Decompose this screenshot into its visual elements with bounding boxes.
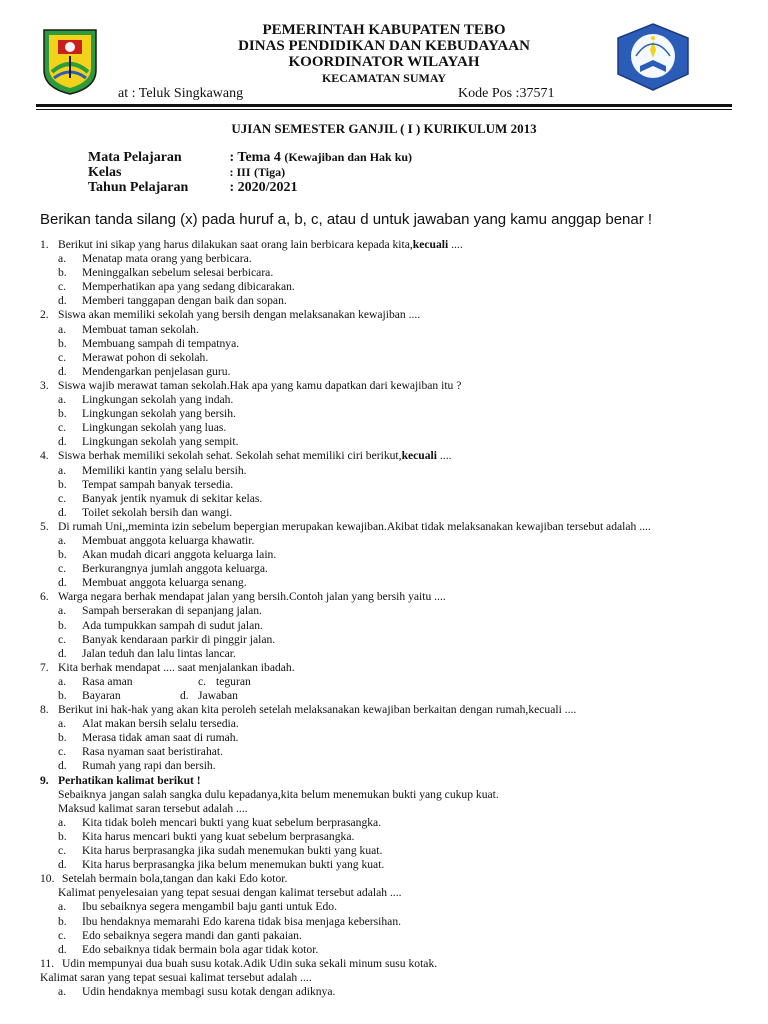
option-row: [0, 365, 768, 379]
question-list: [0, 238, 768, 999]
option-text: Edo sebaiknya segera mandi dan ganti pakaian.: [82, 928, 302, 942]
option-letter: d.: [180, 689, 189, 702]
question-text-main: Siswa berhak memiliki sekolah sehat. Sekolah sehat memiliki ciri berikut,: [58, 449, 402, 463]
option-text: Memberi tanggapan dengan baik dan sopan.: [82, 294, 287, 308]
info-extra-subject: (Kewajiban dan Hak ku): [284, 150, 413, 164]
info-extra-class: (Tiga): [254, 165, 286, 179]
option-row: [0, 731, 768, 745]
option-text: Membuat taman sekolah.: [82, 322, 199, 336]
info-year-row: [88, 180, 298, 196]
option-row: [0, 830, 768, 844]
question-text: [58, 590, 446, 604]
option-letter: c.: [58, 632, 67, 646]
option-letter: b.: [58, 407, 67, 421]
header-department: DINAS PENDIDIKAN DAN KEBUDAYAAN: [238, 38, 530, 54]
option-row: [0, 323, 768, 337]
option-letter: c.: [58, 844, 67, 858]
option-letter: d.: [58, 505, 67, 519]
question-text: [58, 449, 452, 463]
option-row: [0, 464, 768, 478]
option-text: Edo sebaiknya tidak bermain bola agar tidak kotor.: [82, 942, 319, 956]
question-number: 3.: [40, 378, 49, 392]
tut-wuri-handayani-logo: [612, 22, 694, 92]
question-number: 10.: [40, 872, 55, 886]
question-text-main: Di rumah Uni,,meminta izin sebelum bepergian merupakan kewajiban.Akibat tidak melaksanakan kewajiban tersebut adalah ....: [58, 519, 651, 533]
option-text: Membuang sampah di tempatnya.: [82, 336, 240, 350]
option-row: [0, 844, 768, 858]
question-stem: [0, 308, 768, 322]
option-letter: b.: [58, 829, 67, 843]
option-row: [0, 337, 768, 351]
option-text: Ibu sebaiknya segera mengambil baju ganti untuk Edo.: [82, 900, 337, 914]
question-text-main: Udin mempunyai dua buah susu kotak.Adik Udin suka sekali minum susu kotak.: [62, 956, 438, 970]
option-letter: b.: [58, 548, 67, 562]
option-row: [0, 900, 768, 914]
option-row: [0, 633, 768, 647]
option-text: Sampah berserakan di sepanjang jalan.: [82, 604, 262, 618]
option-text: Akan mudah dicari anggota keluarga lain.: [82, 548, 277, 562]
option-row: [0, 407, 768, 421]
question-number: 5.: [40, 519, 49, 533]
question-stem: [0, 590, 768, 604]
question-text: [58, 703, 576, 717]
option-letter: d.: [58, 294, 67, 308]
question-number: 7.: [40, 660, 49, 674]
address-left: at : Teluk Singkawang: [118, 86, 244, 101]
option-row: [0, 435, 768, 449]
option-letter: d.: [58, 646, 67, 660]
option-row: [0, 915, 768, 929]
option-letter: c.: [58, 350, 67, 364]
option-text: Ibu hendaknya memarahi Edo karena tidak bisa menjaga kebersihan.: [82, 914, 402, 928]
option-letter: a.: [58, 252, 67, 266]
question-sub-text: Maksud kalimat saran tersebut adalah ....: [58, 801, 248, 815]
option-text: Membuat anggota keluarga khawatir.: [82, 533, 255, 547]
option-row: [0, 745, 768, 759]
option-row: [0, 421, 768, 435]
option-row: [0, 548, 768, 562]
question-sub-text: Sebaiknya jangan salah sangka dulu kepadanya,kita belum menemukan bukti yang cukup kuat.: [58, 787, 499, 801]
option-text: Jawaban: [198, 689, 238, 702]
option-text: Toilet sekolah bersih dan wangi.: [82, 505, 233, 519]
question-stem: [0, 661, 768, 675]
question-text-main: Berikut ini hak-hak yang akan kita peroleh setelah melaksanakan kewajiban berkaitan dengan rumah,kecuali ....: [58, 703, 577, 717]
option-text: Lingkungan sekolah yang bersih.: [82, 407, 236, 421]
option-text: Kita harus berprasangka jika belum menemukan bukti yang kuat.: [82, 858, 385, 872]
option-text: Banyak jentik nyamuk di sekitar kelas.: [82, 491, 263, 505]
question-sub-line: [0, 886, 768, 900]
option-text: Merasa tidak aman saat di rumah.: [82, 731, 239, 745]
question-title: Perhatikan kalimat berikut !: [58, 773, 201, 787]
option-letter: b.: [58, 618, 67, 632]
option-row: [0, 985, 768, 999]
question-number: 11.: [40, 956, 55, 970]
question-text: [62, 957, 437, 971]
option-row: [0, 294, 768, 308]
info-value-year: : 2020/2021: [229, 180, 298, 195]
option-row: [0, 280, 768, 294]
question-stem: [0, 703, 768, 717]
option-text: Ada tumpukkan sampah di sudut jalan.: [82, 618, 263, 632]
question-text: [58, 661, 295, 675]
option-row: [0, 604, 768, 618]
question-text-main: Siswa akan memiliki sekolah yang bersih dengan melaksanakan kewajiban ....: [58, 308, 421, 322]
option-text: Alat makan bersih selalu tersedia.: [82, 717, 239, 731]
question-stem: [0, 238, 768, 252]
option-letter: d.: [58, 858, 67, 872]
option-row: [0, 393, 768, 407]
info-label-year: Tahun Pelajaran: [88, 180, 189, 195]
question-number: 1.: [40, 238, 49, 251]
option-row: [0, 506, 768, 520]
question-text: [58, 308, 420, 322]
option-row: [0, 929, 768, 943]
option-letter: a.: [58, 674, 67, 688]
question-ellipsis: ....: [448, 238, 463, 251]
question-text: [58, 238, 463, 252]
option-row: [0, 492, 768, 506]
option-text: Lingkungan sekolah yang luas.: [82, 421, 227, 435]
option-text: teguran: [216, 674, 251, 688]
option-letter: a.: [58, 393, 67, 407]
option-letter: c.: [58, 280, 67, 294]
header-coordinator: KOORDINATOR WILAYAH: [288, 54, 480, 70]
option-letter: a.: [58, 533, 67, 547]
question-text: [62, 872, 287, 886]
option-row: [0, 675, 768, 689]
option-letter: b.: [58, 266, 67, 280]
question-text-main: Berikut ini sikap yang harus dilakukan saat orang lain berbicara kepada kita,: [58, 238, 413, 251]
question-stem: [0, 379, 768, 393]
option-text: Memiliki kantin yang selalu bersih.: [82, 463, 247, 477]
option-row: [0, 562, 768, 576]
question-sub-text: Kalimat penyelesaian yang tepat sesuai dengan kalimat tersebut adalah ....: [58, 886, 402, 900]
option-letter: a.: [58, 604, 67, 618]
option-text: Menatap mata orang yang berbicara.: [82, 252, 252, 266]
question-stem: [0, 957, 768, 971]
option-letter: d.: [58, 576, 67, 590]
question-sub-line: [0, 788, 768, 802]
option-row: [0, 858, 768, 872]
option-text: Memperhatikan apa yang sedang dibicarakan.: [82, 280, 295, 294]
question-text: [58, 520, 651, 534]
option-text: Banyak kendaraan parkir di pinggir jalan.: [82, 632, 276, 646]
option-letter: b.: [58, 689, 67, 702]
option-letter: b.: [58, 477, 67, 491]
option-letter: a.: [58, 984, 67, 998]
option-letter: c.: [58, 491, 67, 505]
option-letter: c.: [198, 674, 207, 688]
option-letter: a.: [58, 463, 67, 477]
question-text-main: Siswa wajib merawat taman sekolah.Hak apa yang kamu dapatkan dari kewajiban itu ?: [58, 378, 462, 392]
option-text: Mendengarkan penjelasan guru.: [82, 364, 231, 378]
option-text: Tempat sampah banyak tersedia.: [82, 477, 234, 491]
question-sub-text: Kalimat saran yang tepat sesuai kalimat tersebut adalah ....: [40, 970, 312, 984]
option-text: Berkurangnya jumlah anggota keluarga.: [82, 562, 268, 576]
option-text: Rumah yang rapi dan bersih.: [82, 759, 216, 773]
option-letter: c.: [58, 562, 67, 576]
question-emphasis: kecuali: [412, 238, 449, 251]
option-letter: c.: [58, 745, 67, 759]
option-text: Bayaran: [82, 689, 121, 702]
info-value-subject: : Tema 4: [229, 150, 281, 165]
option-text: Kita harus mencari bukti yang kuat sebelum berprasangka.: [82, 829, 355, 843]
question-stem: [0, 872, 768, 886]
question-text-main: Kita berhak mendapat .... saat menjalankan ibadah.: [58, 660, 295, 674]
option-row: [0, 717, 768, 731]
option-row: [0, 351, 768, 365]
option-row: [0, 689, 768, 703]
option-text: Kita harus berprasangka jika sudah menemukan bukti yang kuat.: [82, 844, 383, 858]
question-number: 9.: [40, 773, 49, 787]
option-letter: a.: [58, 717, 67, 731]
option-letter: b.: [58, 731, 67, 745]
option-row: [0, 576, 768, 590]
info-class-row: [88, 165, 285, 181]
option-letter: d.: [58, 759, 67, 773]
option-row: [0, 943, 768, 957]
question-number: 2.: [40, 308, 49, 322]
question-emphasis: kecuali: [401, 449, 437, 463]
info-label-subject: Mata Pelajaran: [88, 150, 182, 165]
option-letter: a.: [58, 322, 67, 336]
question-text-main: Warga negara berhak mendapat jalan yang bersih.Contoh jalan yang bersih yaitu ....: [58, 590, 446, 604]
question-stem: [0, 774, 768, 788]
option-letter: a.: [58, 900, 67, 914]
exam-title: UJIAN SEMESTER GANJIL ( I ) KURIKULUM 2013: [231, 121, 537, 136]
option-row: [0, 534, 768, 548]
header-district: KECAMATAN SUMAY: [321, 71, 447, 85]
question-number: 4.: [40, 449, 49, 463]
option-letter: b.: [58, 336, 67, 350]
option-row: [0, 816, 768, 830]
option-row: [0, 266, 768, 280]
question-text: [58, 379, 461, 393]
header-divider-thick: [36, 104, 732, 107]
option-text: Meninggalkan sebelum selesai berbicara.: [82, 266, 274, 280]
option-text: Rasa nyaman saat beristirahat.: [82, 745, 224, 759]
option-text: Kita tidak boleh mencari bukti yang kuat sebelum berprasangka.: [82, 815, 382, 829]
info-value-class: : III: [229, 165, 251, 179]
option-letter: d.: [58, 435, 67, 449]
option-letter: d.: [58, 364, 67, 378]
option-text: Udin hendaknya membagi susu kotak dengan adiknya.: [82, 984, 336, 998]
option-text: Merawat pohon di sekolah.: [82, 350, 209, 364]
header-divider-thin: [36, 109, 732, 110]
option-letter: a.: [58, 815, 67, 829]
question-sub-line: [0, 802, 768, 816]
option-letter: d.: [58, 942, 67, 956]
question-sub-line: [0, 971, 768, 985]
option-row: [0, 759, 768, 773]
option-text: Rasa aman: [82, 674, 133, 688]
instruction-text: Berikan tanda silang (x) pada huruf a, b, c, atau d untuk jawaban yang kamu anggap benar !: [40, 211, 653, 228]
option-letter: b.: [58, 914, 67, 928]
question-text-main: Setelah bermain bola,tangan dan kaki Edo kotor.: [62, 872, 288, 886]
option-text: Membuat anggota keluarga senang.: [82, 576, 247, 590]
question-ellipsis: ....: [437, 449, 452, 463]
option-row: [0, 619, 768, 633]
info-subject-row: [88, 150, 412, 166]
postal-code: Kode Pos :37571: [458, 86, 555, 101]
option-text: Lingkungan sekolah yang sempit.: [82, 435, 239, 449]
info-label-class: Kelas: [88, 165, 122, 180]
header-government: PEMERINTAH KABUPATEN TEBO: [262, 22, 506, 38]
question-number: 6.: [40, 590, 49, 604]
option-text: Lingkungan sekolah yang indah.: [82, 393, 234, 407]
option-row: [0, 252, 768, 266]
option-letter: c.: [58, 928, 67, 942]
question-stem: [0, 449, 768, 463]
question-stem: [0, 520, 768, 534]
option-letter: c.: [58, 421, 67, 435]
question-number: 8.: [40, 703, 49, 717]
option-row: [0, 478, 768, 492]
option-row: [0, 647, 768, 661]
option-text: Jalan teduh dan lalu lintas lancar.: [82, 646, 236, 660]
